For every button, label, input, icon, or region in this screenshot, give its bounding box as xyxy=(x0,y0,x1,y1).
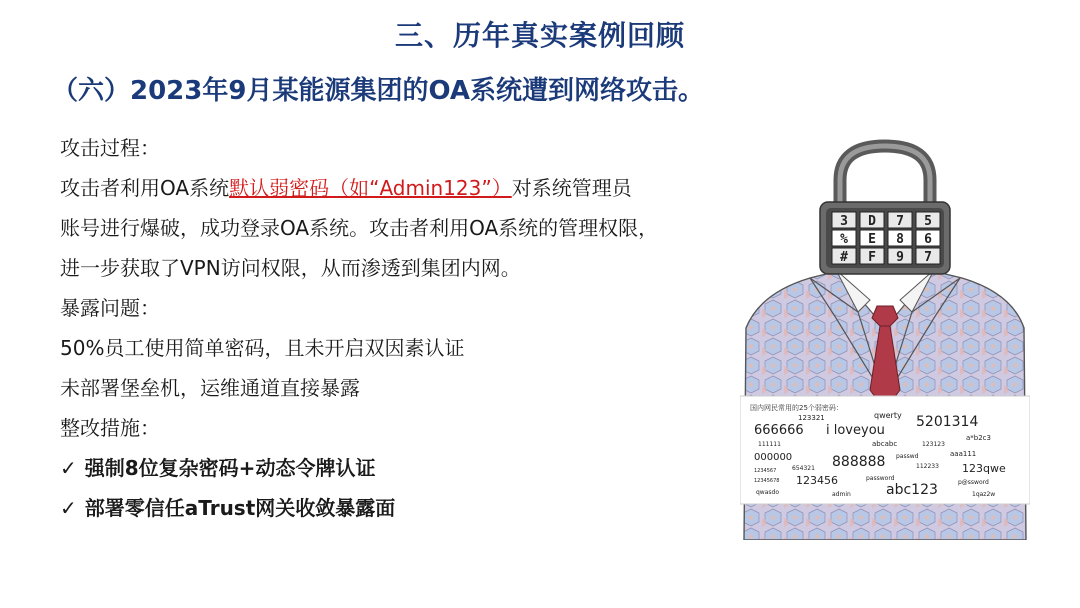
lock-digit: % xyxy=(840,232,848,247)
banner-caption: 国内网民常用的25个弱密码： xyxy=(750,404,843,412)
password-word: admin xyxy=(832,491,851,498)
password-word: 12345678 xyxy=(754,478,780,484)
lock-digit: 3 xyxy=(840,214,848,229)
weak-password-illustration xyxy=(740,128,1030,540)
weak-password-banner xyxy=(740,396,1030,504)
slide-title: 三、历年真实案例回顾 xyxy=(394,19,685,52)
case-description xyxy=(60,128,740,528)
password-word: 123123 xyxy=(922,441,945,448)
fix-item-text: 部署零信任aTrust网关收敛暴露面 xyxy=(84,496,396,520)
attack-line-3: 进一步获取了VPN访问权限，从而渗透到集团内网。 xyxy=(60,256,521,280)
password-word: 123321 xyxy=(798,414,825,422)
lock-digit: 7 xyxy=(924,250,932,265)
check-icon: ✓ xyxy=(60,456,77,480)
password-word: qwasdo xyxy=(756,489,779,496)
password-word: passwd xyxy=(896,453,919,460)
attack-line-2: 账号进行爆破，成功登录OA系统。攻击者利用OA系统的管理权限， xyxy=(60,216,659,240)
attack-process-heading: 攻击过程： xyxy=(60,136,160,160)
padlock-head xyxy=(820,146,950,274)
lock-digit: E xyxy=(868,232,876,247)
fix-item-text: 强制8位复杂密码+动态令牌认证 xyxy=(84,456,376,480)
password-word: 5201314 xyxy=(916,414,979,430)
password-word: 1qaz2w xyxy=(972,491,996,498)
password-word: 111111 xyxy=(758,441,781,448)
password-word: qwerty xyxy=(874,411,902,420)
exposure-item: 50%员工使用简单密码，且未开启双因素认证 xyxy=(60,336,465,360)
lock-digit: F xyxy=(868,250,876,265)
lock-digit: 7 xyxy=(896,214,904,229)
password-word: i loveyou xyxy=(826,423,885,438)
exposure-heading: 暴露问题： xyxy=(60,296,160,320)
password-word: 666666 xyxy=(754,423,804,438)
password-word: abcabc xyxy=(872,440,898,448)
password-word: 888888 xyxy=(832,454,886,470)
password-word: 1234567 xyxy=(754,468,777,474)
fix-item xyxy=(60,488,740,528)
password-word: a*b2c3 xyxy=(966,434,991,442)
password-word: 123456 xyxy=(796,474,838,487)
lock-digit: 5 xyxy=(924,214,932,229)
password-word: 112233 xyxy=(916,463,939,470)
password-word: p@ssword xyxy=(958,479,989,486)
lock-digit: D xyxy=(868,214,876,229)
attack-line-1 xyxy=(60,168,740,208)
slide-subtitle: （六）2023年9月某能源集团的OA系统遭到网络攻击。 xyxy=(52,76,704,106)
attack-line-1-prefix: 攻击者利用OA系统 xyxy=(60,176,230,200)
fix-item xyxy=(60,448,740,488)
lock-digit: 6 xyxy=(924,232,932,247)
lock-digit: 9 xyxy=(896,250,904,265)
weak-password-highlight: 默认弱密码（如“Admin123”） xyxy=(229,176,512,200)
password-word: aaa111 xyxy=(950,450,977,458)
lock-digit: 8 xyxy=(896,232,904,247)
password-word: password xyxy=(866,475,895,482)
password-word: 654321 xyxy=(792,465,815,472)
check-icon: ✓ xyxy=(60,496,77,520)
password-word: 000000 xyxy=(754,452,793,463)
fix-heading: 整改措施： xyxy=(60,416,160,440)
password-word: abc123 xyxy=(886,482,938,498)
attack-line-1-suffix: 对系统管理员 xyxy=(511,176,632,200)
lock-digit: # xyxy=(840,250,848,265)
password-word: 123qwe xyxy=(962,462,1006,475)
exposure-item: 未部署堡垒机，运维通道直接暴露 xyxy=(60,376,360,400)
